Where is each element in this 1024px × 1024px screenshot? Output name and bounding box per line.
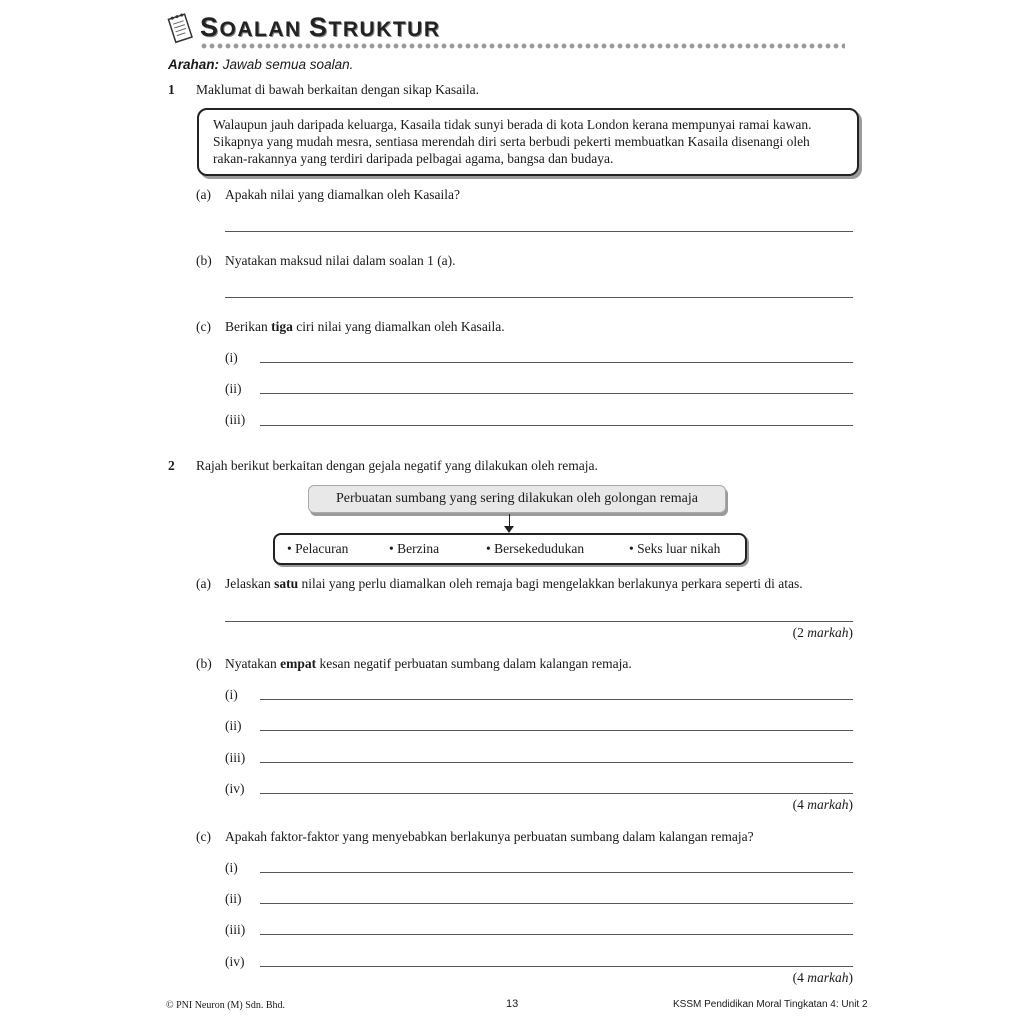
dotted-divider	[200, 43, 845, 49]
answer-line-q1c-i[interactable]	[260, 362, 853, 363]
marks-q2c: (4 markah)	[792, 970, 853, 985]
q2b-item-label: (iv)	[225, 781, 245, 796]
q2c-item-label: (iii)	[225, 922, 246, 937]
marks-q2b: (4 markah)	[792, 797, 853, 812]
footer-publisher: © PNI Neuron (M) Sdn. Bhd.	[166, 1000, 285, 1011]
answer-line-q2c-i[interactable]	[260, 872, 853, 873]
question-2-stem: Rajah berikut berkaitan dengan gejala negatif yang dilakukan oleh remaja.	[196, 458, 598, 473]
answer-line-q2c-iv[interactable]	[260, 966, 853, 967]
q2b-item-label: (iii)	[225, 750, 246, 765]
q2b-label: (b)	[196, 656, 212, 671]
q1c-text: Berikan tiga ciri nilai yang diamalkan oleh Kasaila.	[225, 319, 505, 334]
footer-book-title: KSSM Pendidikan Moral Tingkatan 4: Unit 2	[673, 999, 868, 1010]
question-number-2: 2	[168, 458, 175, 473]
diagram-item: • Bersekedudukan	[486, 541, 585, 556]
diagram-bottom-box	[273, 533, 747, 565]
q2c-item-label: (iv)	[225, 954, 245, 969]
q2c-label: (c)	[196, 829, 211, 844]
passage-line: rakan-rakannya yang terdiri daripada pelbagai agama, bangsa dan budaya.	[213, 151, 614, 166]
question-number-1: 1	[168, 82, 175, 97]
answer-line-q1c-ii[interactable]	[260, 393, 853, 394]
passage-line: Sikapnya yang mudah mesra, sentiasa merendah diri serta berbudi pekerti membuatkan Kasaila disenangi oleh	[213, 134, 810, 149]
diagram-top-box: Perbuatan sumbang yang sering dilakukan oleh golongan remaja	[308, 485, 726, 513]
answer-line-q2b-iii[interactable]	[260, 762, 853, 763]
marks-q2a: (2 markah)	[792, 625, 853, 640]
question-1-stem: Maklumat di bawah berkaitan dengan sikap Kasaila.	[196, 82, 480, 97]
q2c-item-label: (ii)	[225, 891, 242, 906]
answer-line-q2c-ii[interactable]	[260, 903, 853, 904]
diagram-item: • Pelacuran	[287, 541, 349, 556]
q2a-text: Jelaskan satu nilai yang perlu diamalkan oleh remaja bagi mengelakkan berlakunya perkara seperti di atas.	[225, 576, 803, 591]
instruction: Arahan: Jawab semua soalan.	[168, 57, 354, 72]
q1c-item-label: (iii)	[225, 412, 246, 427]
q1b-text: Nyatakan maksud nilai dalam soalan 1 (a).	[225, 253, 456, 268]
q2b-item-label: (ii)	[225, 718, 242, 733]
diagram-item: • Seks luar nikah	[629, 541, 721, 556]
q2c-text: Apakah faktor-faktor yang menyebabkan berlakunya perbuatan sumbang dalam kalangan remaja?	[225, 829, 754, 844]
passage-box	[197, 108, 859, 176]
q1a-label: (a)	[196, 187, 211, 202]
page-number: 13	[506, 998, 519, 1010]
q2a-label: (a)	[196, 576, 211, 591]
answer-line-q2b-ii[interactable]	[260, 730, 853, 731]
q1c-item-label: (i)	[225, 350, 238, 365]
notepad-icon	[166, 12, 196, 46]
passage-line: Walaupun jauh daripada keluarga, Kasaila tidak sunyi berada di kota London kerana mempunyai ramai kawan.	[213, 117, 812, 132]
q1a-text: Apakah nilai yang diamalkan oleh Kasaila?	[225, 187, 461, 202]
answer-line-q1a[interactable]	[225, 231, 853, 232]
answer-line-q2b-iv[interactable]	[260, 793, 853, 794]
answer-line-q2c-iii[interactable]	[260, 934, 853, 935]
q1c-item-label: (ii)	[225, 381, 242, 396]
q2c-item-label: (i)	[225, 860, 238, 875]
q1b-label: (b)	[196, 253, 212, 268]
q2b-item-label: (i)	[225, 687, 238, 702]
answer-line-q1c-iii[interactable]	[260, 425, 853, 426]
arrow-down-icon	[504, 526, 514, 533]
page-title: SOALAN STRUKTUR	[200, 12, 441, 42]
q2b-text: Nyatakan empat kesan negatif perbuatan sumbang dalam kalangan remaja.	[225, 656, 632, 671]
diagram-item: • Berzina	[389, 541, 440, 556]
q1c-label: (c)	[196, 319, 211, 334]
answer-line-q1b[interactable]	[225, 297, 853, 298]
answer-line-q2a[interactable]	[225, 621, 853, 622]
answer-line-q2b-i[interactable]	[260, 699, 853, 700]
